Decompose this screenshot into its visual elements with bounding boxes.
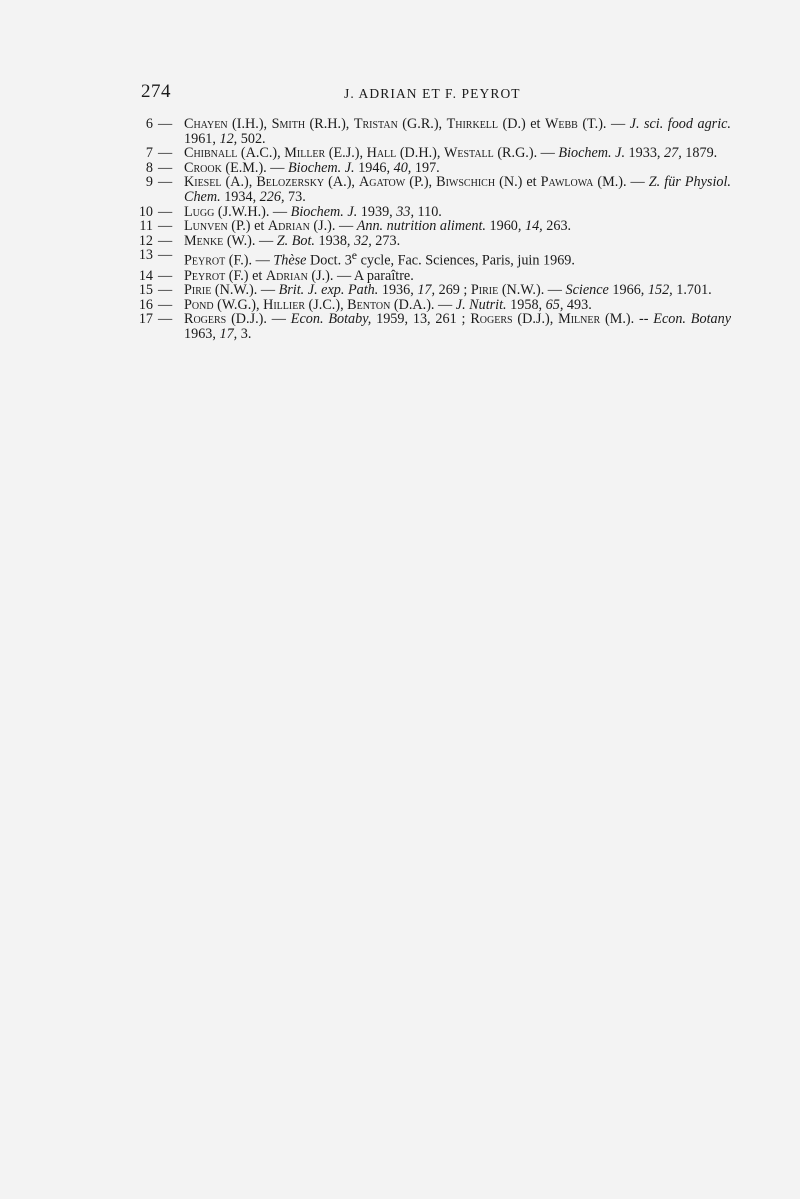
reference-text xyxy=(184,146,731,161)
author-name: Kiesel xyxy=(184,174,222,191)
citation-text: (A.), xyxy=(324,174,360,191)
citation-italic: Biochem. J. xyxy=(558,145,625,162)
citation-text: 1938, xyxy=(314,232,354,249)
citation-text: 3. xyxy=(237,326,252,343)
citation-text: (N.W.). — xyxy=(498,282,566,299)
reference-number: 17 xyxy=(138,311,153,328)
author-name: Rogers xyxy=(470,311,513,328)
citation-text: 1958, xyxy=(506,296,546,313)
citation-text: 110. xyxy=(414,203,442,220)
reference-number: 12 xyxy=(138,232,153,249)
citation-italic: 40, xyxy=(393,159,412,176)
author-name: Lunven xyxy=(184,218,228,235)
citation-text: (G.R.), xyxy=(397,116,447,132)
reference-dash: — xyxy=(158,174,173,191)
citation-italic: 65, xyxy=(545,296,564,313)
reference-item xyxy=(131,248,731,268)
author-name: Biwschich xyxy=(436,174,496,191)
citation-text: 1963, xyxy=(184,326,220,343)
citation-text: 1936, xyxy=(378,282,418,299)
citation-text: (T.). — xyxy=(577,116,630,132)
citation-italic: Ann. nutrition aliment. xyxy=(356,218,486,235)
citation-italic: Z. für Physiol. Chem. xyxy=(184,174,731,205)
reference-item xyxy=(131,175,731,204)
citation-text: (F.). — xyxy=(225,253,274,270)
citation-text: (D.J.), xyxy=(512,311,559,328)
reference-text xyxy=(184,117,731,146)
reference-text xyxy=(184,283,731,298)
citation-italic: Econ. Botany xyxy=(653,311,731,328)
reference-dash: — xyxy=(158,267,173,284)
citation-text: 1939, xyxy=(357,203,397,220)
citation-italic: 226, xyxy=(259,188,285,205)
author-name: Agatow xyxy=(359,174,406,191)
author-name: Miller xyxy=(284,145,326,162)
citation-text: 1959, 13, 261 ; xyxy=(371,311,471,328)
citation-text: (F.) et xyxy=(225,267,266,284)
citation-italic: 17, xyxy=(219,326,238,343)
author-name: Tristan xyxy=(353,116,398,132)
author-name: Peyrot xyxy=(184,253,226,270)
citation-text: cycle, Fac. Sciences, Paris, juin 1969. xyxy=(357,253,575,270)
citation-italic: 33, xyxy=(396,203,414,220)
reference-item xyxy=(131,146,731,161)
reference-item xyxy=(131,161,731,176)
citation-italic: Z. Bot. xyxy=(276,232,315,249)
reference-dash: — xyxy=(158,296,173,313)
reference-number: 16 xyxy=(138,296,153,313)
citation-text: (D.J.). — xyxy=(226,311,291,328)
citation-text: (N.W.). — xyxy=(211,282,279,299)
citation-text: (P.) et xyxy=(227,218,268,235)
citation-text: 1879. xyxy=(681,145,718,162)
page-number: 274 xyxy=(141,81,171,102)
reference-text xyxy=(184,234,731,249)
citation-text: (J.C.), xyxy=(305,296,348,313)
reference-number: 11 xyxy=(139,218,153,235)
citation-italic: Biochem. J. xyxy=(288,159,355,176)
reference-number: 13 xyxy=(138,247,153,264)
reference-item xyxy=(131,219,731,234)
citation-text: 197. xyxy=(411,159,440,176)
reference-dash: — xyxy=(158,247,173,264)
author-name: Chayen xyxy=(184,116,228,132)
citation-italic: 152, xyxy=(647,282,673,299)
citation-italic: 14, xyxy=(524,218,543,235)
superscript: e xyxy=(351,248,358,263)
citation-italic: Brit. J. exp. Path. xyxy=(278,282,379,299)
citation-text: (J.W.H.). — xyxy=(214,203,291,220)
author-name: Pond xyxy=(184,296,214,313)
author-name: Crook xyxy=(184,159,222,176)
citation-text: 263. xyxy=(542,218,572,235)
reference-dash: — xyxy=(158,203,173,220)
author-name: Peyrot xyxy=(184,267,226,284)
reference-text xyxy=(184,298,731,313)
author-name: Pirie xyxy=(184,282,212,299)
reference-number: 14 xyxy=(138,267,153,284)
citation-text: (D.H.), xyxy=(396,145,444,162)
citation-italic: 32, xyxy=(354,232,372,249)
citation-italic: J. sci. food agric. xyxy=(629,116,731,132)
author-name: Benton xyxy=(347,296,391,313)
reference-number: 7 xyxy=(145,145,153,162)
citation-text: (J.). — A paraître. xyxy=(307,267,414,284)
author-name: Thirkell xyxy=(446,116,499,132)
reference-item xyxy=(131,312,731,341)
reference-number: 6 xyxy=(145,116,153,132)
author-name: Adrian xyxy=(265,267,308,284)
reference-number: 10 xyxy=(138,203,153,220)
reference-dash: — xyxy=(158,116,173,132)
author-name: Menke xyxy=(184,232,224,249)
citation-italic: Biochem. J. xyxy=(290,203,358,220)
author-name: Hall xyxy=(366,145,397,162)
reference-number: 15 xyxy=(138,282,153,299)
citation-text: (I.H.), xyxy=(227,116,272,132)
citation-italic: Econ. Botaby, xyxy=(290,311,372,328)
citation-text: (P.), xyxy=(405,174,437,191)
author-name: Adrian xyxy=(267,218,310,235)
citation-text: 1.701. xyxy=(672,282,712,299)
reference-text xyxy=(184,219,731,234)
reference-item xyxy=(131,205,731,220)
running-head: J. ADRIAN ET F. PEYROT xyxy=(344,86,521,101)
citation-text: (A.), xyxy=(221,174,257,191)
citation-text: (J.). — xyxy=(309,218,357,235)
author-name: Belozersky xyxy=(256,174,325,191)
citation-italic: Science xyxy=(565,282,609,299)
author-name: Pirie xyxy=(470,282,499,299)
reference-text xyxy=(184,205,731,220)
citation-text: 1960, xyxy=(485,218,525,235)
citation-text: 273. xyxy=(371,232,401,249)
reference-dash: — xyxy=(158,282,173,299)
citation-text: 73. xyxy=(284,188,306,205)
reference-item xyxy=(131,298,731,313)
reference-item xyxy=(131,283,731,298)
reference-dash: — xyxy=(158,145,173,162)
reference-dash: — xyxy=(158,159,173,176)
citation-italic: Thèse xyxy=(273,253,307,270)
reference-number: 9 xyxy=(145,174,153,191)
citation-italic: 27, xyxy=(664,145,682,162)
citation-text: 502. xyxy=(237,130,266,147)
reference-text xyxy=(184,312,731,341)
author-name: Lugg xyxy=(184,203,215,220)
author-name: Webb xyxy=(544,116,578,132)
citation-text: (N.) et xyxy=(495,174,541,191)
citation-text: 1961, xyxy=(184,130,220,147)
citation-italic: 17, xyxy=(417,282,436,299)
author-name: Chibnall xyxy=(184,145,238,162)
reference-dash: — xyxy=(158,311,173,328)
citation-text: (D.A.). — xyxy=(390,296,456,313)
citation-italic: 12, xyxy=(219,130,238,147)
citation-text: 1966, xyxy=(608,282,648,299)
citation-text: (W.G.), xyxy=(213,296,264,313)
author-name: Milner xyxy=(558,311,601,328)
reference-text xyxy=(184,248,731,268)
reference-text xyxy=(184,175,731,204)
citation-text: 1933, xyxy=(625,145,665,162)
author-name: Rogers xyxy=(184,311,227,328)
author-name: Hillier xyxy=(263,296,305,313)
author-name: Pawlowa xyxy=(540,174,594,191)
citation-text: (E.J.), xyxy=(325,145,367,162)
citation-text: 1934, xyxy=(220,188,260,205)
reference-text xyxy=(184,161,731,176)
reference-number: 8 xyxy=(145,159,153,176)
reference-dash: — xyxy=(158,218,173,235)
citation-text: (W.). — xyxy=(223,232,277,249)
citation-text: (D.) et xyxy=(498,116,545,132)
citation-text: Doct. 3 xyxy=(306,253,352,270)
reference-list xyxy=(131,117,731,342)
citation-text: 269 ; xyxy=(435,282,471,299)
reference-text xyxy=(184,269,731,284)
reference-dash: — xyxy=(158,232,173,249)
citation-text: (A.C.), xyxy=(237,145,285,162)
reference-item xyxy=(131,234,731,249)
citation-text: (R.H.), xyxy=(305,116,354,132)
citation-text: (M.). -- xyxy=(600,311,654,328)
author-name: Smith xyxy=(271,116,306,132)
citation-text: 1946, xyxy=(354,159,394,176)
citation-text: (E.M.). — xyxy=(221,159,289,176)
citation-text: 493. xyxy=(563,296,592,313)
citation-text: (M.). — xyxy=(593,174,649,191)
citation-text: (R.G.). — xyxy=(493,145,559,162)
author-name: Westall xyxy=(443,145,494,162)
reference-item xyxy=(131,269,731,284)
citation-italic: J. Nutrit. xyxy=(455,296,507,313)
reference-item xyxy=(131,117,731,146)
